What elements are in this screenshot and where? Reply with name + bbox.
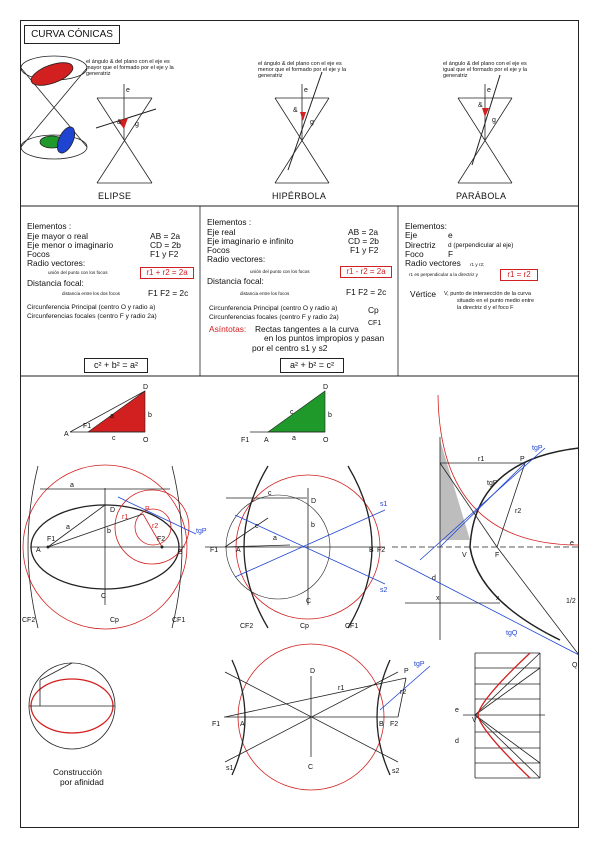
svg-text:O: O xyxy=(323,437,329,444)
svg-text:F1: F1 xyxy=(83,423,92,430)
svg-text:a: a xyxy=(273,535,277,542)
svg-text:Cp: Cp xyxy=(110,617,119,624)
svg-text:A: A xyxy=(64,431,69,438)
hyper-focal-label: Distancia focal: xyxy=(207,276,264,286)
hyperbola-cone-section xyxy=(275,72,329,183)
affinity-construction xyxy=(29,663,115,749)
svg-text:tgP: tgP xyxy=(487,480,498,487)
svg-text:a: a xyxy=(292,435,296,442)
svg-text:c: c xyxy=(268,490,272,497)
svg-text:F2: F2 xyxy=(377,547,386,554)
hyper-row-2-name: Eje imaginario e infinito xyxy=(207,236,294,246)
ellipse-radii-formula: r1 + r2 = 2a xyxy=(140,267,194,279)
svg-text:r1: r1 xyxy=(338,685,345,692)
parabola-label: PARÁBOLA xyxy=(456,191,507,201)
svg-text:e: e xyxy=(304,87,308,94)
parabola-grid-construction xyxy=(455,653,545,778)
parab-radii-note: r1 es perpendicular a la directriz y xyxy=(409,272,478,277)
hyper-formula: a² + b² = c² xyxy=(280,358,344,373)
hyper-asym-text-2: en los puntos impropios y pasan xyxy=(264,333,385,343)
parabola-cone-section xyxy=(458,75,512,183)
ellipse-elements-title: Elementos : xyxy=(27,221,72,231)
svg-text:C: C xyxy=(306,598,312,605)
svg-text:a: a xyxy=(66,524,70,531)
ellipse-radii-note: unión del punto con los focos xyxy=(48,270,108,275)
hyper-asym-text-1: Rectas tangentes a la curva xyxy=(255,324,359,334)
svg-text:d: d xyxy=(455,738,459,745)
ellipse-row-2-name: Eje menor o imaginario xyxy=(27,240,114,250)
svg-text:D: D xyxy=(323,384,329,391)
svg-text:V: V xyxy=(472,717,477,724)
parab-radii-formula: r1 = r2 xyxy=(500,269,538,281)
parab-row-1-value: e xyxy=(448,230,453,240)
hyper-circ-focal: Circunferencias focales (centro F y radio 2a) xyxy=(209,314,339,321)
parab-radii-sub: r1 y r2; xyxy=(470,262,485,267)
svg-text:B: B xyxy=(379,721,384,728)
parab-row-3-value: F xyxy=(448,249,454,259)
svg-text:P: P xyxy=(520,456,525,463)
svg-text:tgP: tgP xyxy=(414,661,425,668)
svg-text:c: c xyxy=(290,409,294,416)
svg-text:x: x xyxy=(496,595,500,602)
svg-text:CF2: CF2 xyxy=(240,623,254,630)
svg-text:b: b xyxy=(107,528,111,535)
svg-text:x: x xyxy=(436,595,440,602)
svg-text:tgP: tgP xyxy=(532,445,543,452)
svg-text:&: & xyxy=(117,119,122,126)
hyper-asymptotes-label: Asíntotas: xyxy=(209,324,247,334)
parab-vertex-text-1: V, punto de intersección de la curva xyxy=(444,291,531,297)
ellipse-radii-label: Radio vectores: xyxy=(27,258,86,268)
svg-text:r2: r2 xyxy=(515,508,522,515)
svg-text:e: e xyxy=(455,707,459,714)
svg-text:b: b xyxy=(148,412,152,419)
hyperbola-caption: el ángulo & del plano con el eje es menor que el formado por el eje y la generatriz xyxy=(258,61,347,79)
svg-text:F2: F2 xyxy=(390,721,399,728)
parab-vertex-text-2: situado en el punto medio entre xyxy=(457,298,535,304)
svg-text:s1: s1 xyxy=(380,501,388,508)
svg-text:A: A xyxy=(264,437,269,444)
svg-text:A: A xyxy=(36,547,41,554)
hyper-row-1-value: AB = 2a xyxy=(348,227,379,237)
ellipse-focal-note: distancia entre los dos focos xyxy=(62,291,120,296)
hyper-row-2-value: CD = 2b xyxy=(348,236,379,246)
hyper-asym-text-3: por el centro s1 y s2 xyxy=(252,343,328,353)
svg-text:tgQ: tgQ xyxy=(506,630,518,637)
svg-text:A: A xyxy=(236,547,241,554)
hyper-row-1-name: Eje real xyxy=(207,227,236,237)
parab-row-1-name: Eje xyxy=(405,230,418,240)
construction-label-1: Construcción xyxy=(53,767,102,777)
svg-text:d: d xyxy=(432,575,436,582)
parab-vertex-text-3: la directriz d y el foco F xyxy=(457,305,514,311)
svg-text:F1: F1 xyxy=(47,536,56,543)
cone-3d-illustration xyxy=(21,56,87,159)
svg-text:r1: r1 xyxy=(122,514,129,521)
svg-text:1/2: 1/2 xyxy=(566,598,576,605)
svg-text:s1: s1 xyxy=(226,765,234,772)
svg-text:Q: Q xyxy=(572,662,578,669)
ellipse-label: ELIPSE xyxy=(98,191,132,201)
svg-text:c: c xyxy=(255,523,259,530)
svg-text:D: D xyxy=(110,507,116,514)
svg-text:b: b xyxy=(328,412,332,419)
svg-text:D: D xyxy=(143,384,149,391)
hyper-row-3-value: F1 y F2 xyxy=(350,245,379,255)
svg-text:C: C xyxy=(101,593,107,600)
hyperbola-construction xyxy=(205,466,388,630)
focal-circle-construction xyxy=(212,644,430,790)
parab-radii-label: Radio vectores xyxy=(405,258,461,268)
ellipse-cone-section xyxy=(96,84,156,183)
svg-text:D: D xyxy=(311,498,317,505)
svg-text:r1: r1 xyxy=(478,456,485,463)
svg-text:F1: F1 xyxy=(212,721,221,728)
svg-text:g: g xyxy=(135,121,139,128)
construction-label-2: por afinidad xyxy=(60,777,104,787)
parab-row-3-name: Foco xyxy=(405,249,424,259)
page-title: CURVA CÓNICAS xyxy=(24,25,120,44)
svg-text:P: P xyxy=(404,668,409,675)
svg-text:g: g xyxy=(492,117,496,124)
parab-vertex-label: Vértice xyxy=(410,289,437,299)
parab-row-2-value: d (perpendicular al eje) xyxy=(448,242,514,249)
svg-text:&: & xyxy=(293,107,298,114)
hyper-circ-principal: Circunferencia Principal (centro O y radio a) xyxy=(209,305,338,312)
hyper-row-3-name: Focos xyxy=(207,245,230,255)
svg-text:P: P xyxy=(145,506,150,513)
hyper-radii-note: unión del punto con los focos xyxy=(250,269,310,274)
hyper-radii-label: Radio vectores: xyxy=(207,254,266,264)
svg-text:V: V xyxy=(462,552,467,559)
svg-text:c: c xyxy=(112,435,116,442)
hyper-cp-label: Cp xyxy=(368,305,379,315)
svg-text:e: e xyxy=(487,87,491,94)
ellipse-construction xyxy=(22,465,207,629)
svg-text:e: e xyxy=(126,87,130,94)
ellipse-row-1-name: Eje mayor o real xyxy=(27,231,88,241)
svg-text:r2: r2 xyxy=(152,523,159,530)
ellipse-circ-principal: Circunferencia Principal (centro O y radio a) xyxy=(27,304,156,311)
ellipse-row-2-value: CD = 2b xyxy=(150,240,181,250)
svg-text:CF2: CF2 xyxy=(22,617,36,624)
hyperbola-label: HIPÉRBOLA xyxy=(272,191,327,201)
svg-text:B: B xyxy=(369,547,374,554)
ellipse-triangle xyxy=(64,384,152,444)
parab-elements-title: Elementos: xyxy=(405,221,447,231)
svg-text:s2: s2 xyxy=(392,768,400,775)
hyper-elements-title: Elementos : xyxy=(207,217,252,227)
svg-text:Cp: Cp xyxy=(300,623,309,630)
svg-text:e: e xyxy=(570,540,574,547)
svg-text:a: a xyxy=(70,482,74,489)
svg-text:CF1: CF1 xyxy=(345,623,359,630)
ellipse-row-3-name: Focos xyxy=(27,249,50,259)
hyper-cf1-label: CF1 xyxy=(368,320,382,327)
hyper-radii-formula: r1 - r2 = 2a xyxy=(340,266,392,278)
ellipse-focal-label: Distancia focal: xyxy=(27,278,84,288)
svg-text:C: C xyxy=(308,764,314,771)
svg-text:b: b xyxy=(311,522,315,529)
ellipse-caption: el ángulo & del plano con el eje es mayor que el formado por el eje y la generatriz xyxy=(86,59,174,77)
svg-text:A: A xyxy=(240,721,245,728)
svg-text:F1: F1 xyxy=(210,547,219,554)
svg-text:a: a xyxy=(110,413,114,420)
ellipse-row-3-value: F1 y F2 xyxy=(150,249,179,259)
svg-text:F: F xyxy=(495,552,500,559)
hyper-focal-note: distancia entre los focos xyxy=(240,291,290,296)
svg-text:F2: F2 xyxy=(157,536,166,543)
ellipse-formula: c² + b² = a² xyxy=(84,358,148,373)
svg-text:r2: r2 xyxy=(400,689,407,696)
hyper-focal-formula: F1 F2 = 2c xyxy=(346,287,387,297)
svg-text:s2: s2 xyxy=(380,587,388,594)
ellipse-row-1-value: AB = 2a xyxy=(150,231,181,241)
ellipse-focal-formula: F1 F2 = 2c xyxy=(148,288,189,298)
svg-text:D: D xyxy=(310,668,316,675)
ellipse-circ-focal: Circunferencias focales (centro F y radio 2a) xyxy=(27,313,157,320)
svg-text:O: O xyxy=(143,437,149,444)
svg-text:&: & xyxy=(478,102,483,109)
svg-text:F1: F1 xyxy=(241,437,250,444)
svg-text:g: g xyxy=(310,119,314,126)
parab-row-2-name: Directriz xyxy=(405,240,436,250)
hyperbola-triangle xyxy=(241,384,332,444)
parabola-construction xyxy=(392,395,579,669)
svg-text:CF1: CF1 xyxy=(172,617,186,624)
svg-text:B: B xyxy=(178,549,183,556)
parabola-caption: el ángulo & del plano con el eje es igual que el formado por el eje y la generatriz xyxy=(443,61,528,79)
svg-text:tgP: tgP xyxy=(196,528,207,535)
